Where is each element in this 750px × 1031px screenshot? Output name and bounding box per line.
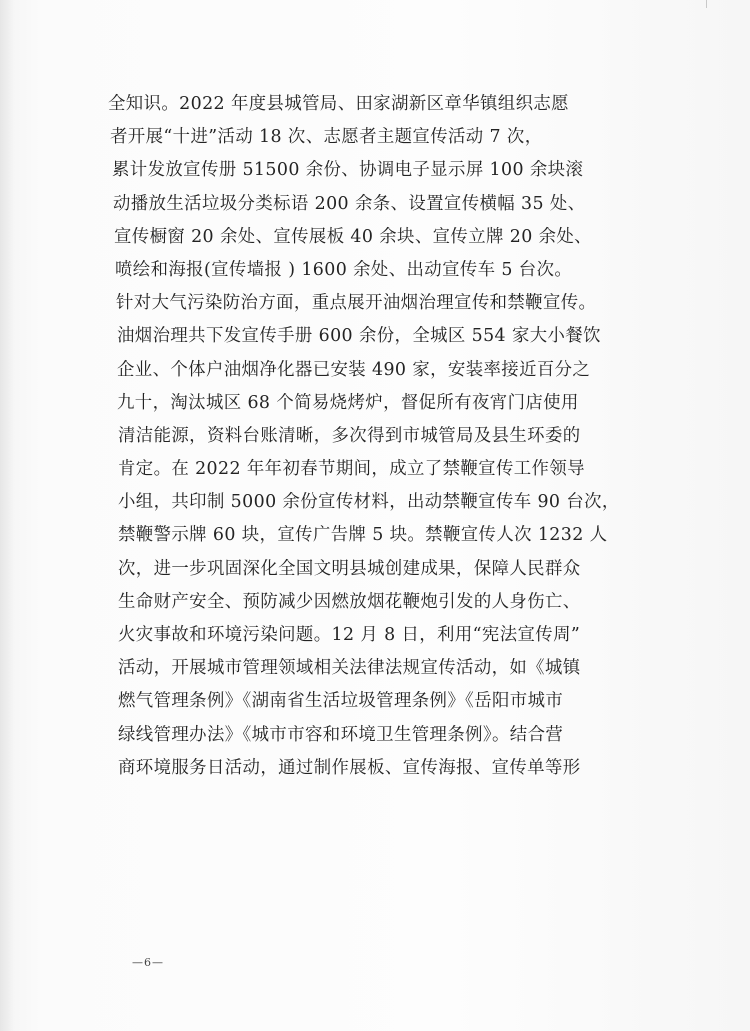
text-line: 动播放生活垃圾分类标语 200 余条、设置宣传横幅 35 处、 [113, 193, 586, 214]
text-line: 火灾事故和环境污染问题。12 月 8 日，利用“宪法宣传周” [118, 625, 581, 645]
text-line: 商环境服务日活动，通过制作展板、宣传海报、宣传单等形 [118, 757, 581, 778]
text-line: 针对大气污染防治方面，重点展开油烟治理宣传和禁鞭宣传。 [116, 293, 597, 314]
text-line: 绿线管理办法》《城市市容和环境卫生管理条例》。结合营 [118, 724, 564, 745]
text-line: 清洁能源，资料台账清晰，多次得到市城管局及县生环委的 [118, 425, 581, 446]
text-line: 生命财产安全、预防减少因燃放烟花鞭炮引发的人身伤亡、 [118, 591, 581, 612]
text-line: 九十，淘汰城区 68 个简易烧烤炉，督促所有夜宵门店使用 [117, 392, 579, 413]
text-line: 累计发放宣传册 51500 余份、协调电子显示屏 100 余块滚 [112, 160, 584, 181]
text-line: 喷绘和海报(宣传墙报 ) 1600 余处、出动宣传车 5 台次。 [115, 259, 573, 280]
text-line: 活动，开展城市管理领域相关法律法规宣传活动，如《城镇 [118, 658, 581, 679]
text-line: 次，进一步巩固深化全国文明县城创建成果，保障人民群众 [118, 558, 581, 579]
text-line: 小组，共印制 5000 余份宣传材料，出动禁鞭宣传车 90 台次， [118, 492, 620, 513]
text-line: 肯定。在 2022 年年初春节期间，成立了禁鞭宣传工作领导 [118, 459, 585, 480]
text-line: 全知识。2022 年度县城管局、田家湖新区章华镇组织志愿 [108, 94, 569, 114]
text-line: 宣传橱窗 20 余处、宣传展板 40 余块、宣传立牌 20 余处、 [114, 226, 592, 247]
text-line: 企业、个体户油烟净化器已安装 490 家，安装率接近百分之 [117, 359, 591, 380]
text-line: 禁鞭警示牌 60 块，宣传广告牌 5 块。禁鞭宣传人次 1232 人 [118, 525, 608, 546]
text-line: 油烟治理共下发宣传手册 600 余份，全城区 554 家大小餐饮 [117, 326, 601, 347]
scan-fold-mark [706, 0, 727, 8]
body-text [108, 88, 632, 785]
page-number: —6— [132, 956, 164, 969]
text-line: 燃气管理条例》《湖南省生活垃圾管理条例》《岳阳市城市 [118, 691, 564, 712]
page-edge-shadow [0, 0, 14, 1031]
text-line: 者开展“十进”活动 18 次、志愿者主题宣传活动 7 次， [110, 127, 543, 148]
